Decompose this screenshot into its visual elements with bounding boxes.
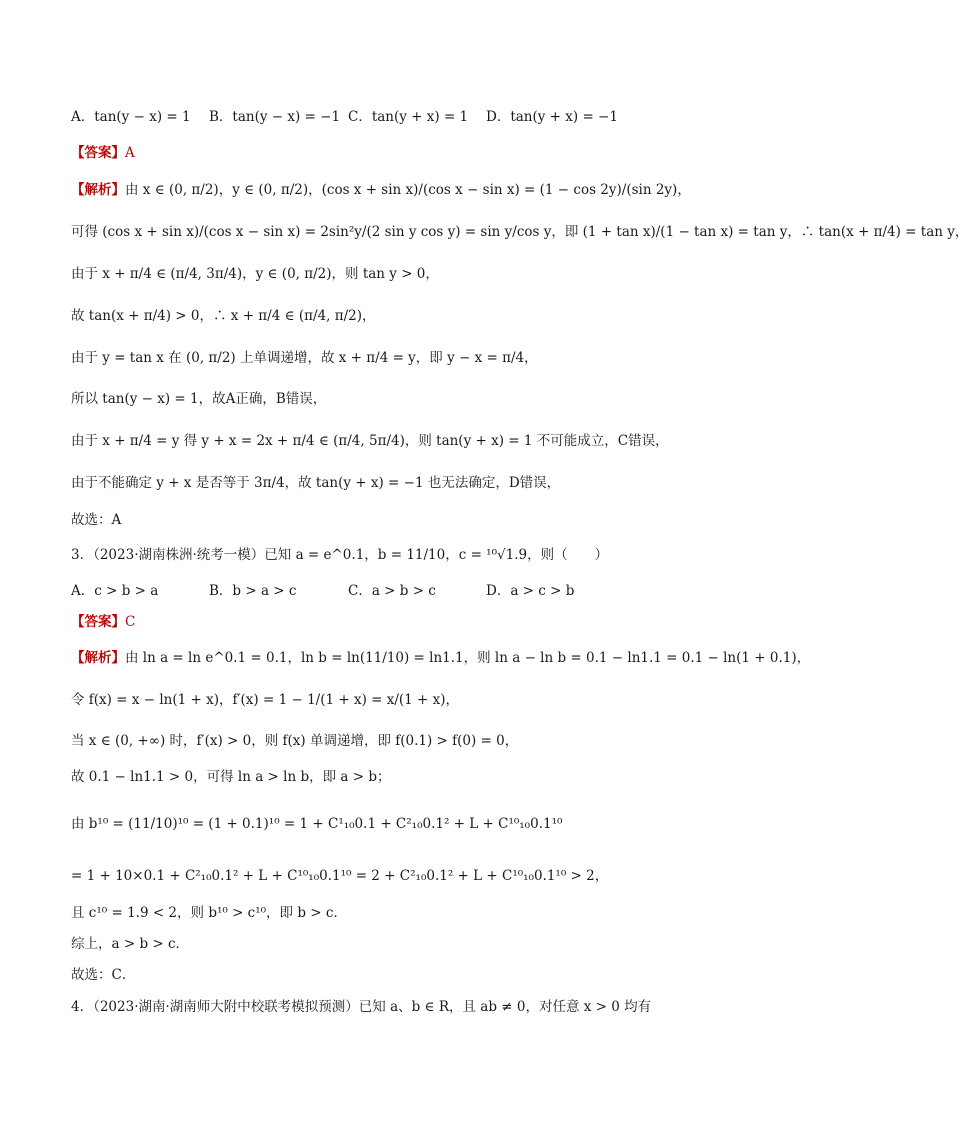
q2-conclusion: 故选：A: [71, 512, 122, 528]
q3-option-d: D．a > c > b: [486, 583, 575, 599]
q3-summary: 综上，a > b > c．: [71, 936, 190, 952]
q3-analysis-line-6: = 1 + 10×0.1 + C²₁₀0.1² + L + C¹⁰₁₀0.1¹⁰ = 2 + C²₁₀0.1² + L + C¹⁰₁₀0.1¹⁰ > 2，: [71, 868, 609, 884]
q2-analysis-line-3: 由于 x + π/4 ∈ (π/4, 3π/4)，y ∈ (0, π/2)，则 tan y > 0，: [71, 266, 439, 282]
q3-stem: 3．（2023·湖南株洲·统考一模）已知 a = e^0.1，b = 11/10，c = ¹⁰√1.9，则（ ）: [71, 547, 609, 563]
answer-label: 【答案】: [71, 614, 125, 630]
q2-analysis-line-8: 由于不能确定 y + x 是否等于 3π/4，故 tan(y + x) = −1 也无法确定，D错误，: [71, 475, 561, 491]
q3-option-b: B．b > a > c: [209, 583, 297, 599]
q3-answer: [71, 612, 135, 632]
q2-option-c: C．tan(y + x) = 1: [348, 109, 469, 125]
q2-analysis-line-4: 故 tan(x + π/4) > 0，∴ x + π/4 ∈ (π/4, π/2)，: [71, 308, 376, 324]
answer-value: C: [125, 614, 136, 630]
q2-analysis-line-7: 由于 x + π/4 = y 得 y + x = 2x + π/4 ∈ (π/4, 5π/4)，则 tan(y + x) = 1 不可能成立，C错误，: [71, 433, 669, 449]
q3-conclusion: 故选：C．: [71, 967, 136, 983]
q2-answer: [71, 143, 135, 163]
analysis-label: 【解析】: [71, 650, 125, 666]
q2-analysis-line-5: 由于 y = tan x 在 (0, π/2) 上单调递增，故 x + π/4 = y，即 y − x = π/4，: [71, 350, 538, 366]
q2-analysis-line-2: 可得 (cos x + sin x)/(cos x − sin x) = 2sin²y/(2 sin y cos y) = sin y/cos y，即 (1 + tan x)/(1 − tan x) = tan y，∴ tan(x + π/4) = tan y，: [71, 224, 968, 240]
q3-option-a: A．c > b > a: [71, 583, 159, 599]
q2-option-b: B．tan(y − x) = −1: [209, 109, 341, 125]
q3-analysis-line-7: 且 c¹⁰ = 1.9 < 2，则 b¹⁰ > c¹⁰，即 b > c．: [71, 905, 347, 921]
q4-stem: 4．（2023·湖南·湖南师大附中校联考模拟预测）已知 a、b ∈ R，且 ab ≠ 0，对任意 x > 0 均有: [71, 999, 652, 1015]
answer-label: 【答案】: [71, 145, 125, 161]
q2-option-a: A．tan(y − x) = 1: [71, 109, 191, 125]
q3-analysis-line-2: 令 f(x) = x − ln(1 + x)，f′(x) = 1 − 1/(1 + x) = x/(1 + x)，: [71, 692, 460, 708]
q3-analysis-line-5: 由 b¹⁰ = (11/10)¹⁰ = (1 + 0.1)¹⁰ = 1 + C¹₁₀0.1 + C²₁₀0.1² + L + C¹⁰₁₀0.1¹⁰: [71, 816, 563, 832]
q3-analysis-line-1: 【解析】由 ln a = ln e^0.1 = 0.1，ln b = ln(11/10) = ln1.1，则 ln a − ln b = 0.1 − ln1.1 = 0.1 − ln(1 + 0.1)，: [71, 650, 811, 666]
q3-analysis-line-4: 故 0.1 − ln1.1 > 0，可得 ln a > ln b，即 a > b；: [71, 769, 391, 785]
q2-option-d: D．tan(y + x) = −1: [486, 109, 618, 125]
q2-analysis-line-6: 所以 tan(y − x) = 1，故A正确，B错误，: [71, 391, 327, 407]
analysis-label: 【解析】: [71, 182, 125, 198]
q3-option-c: C．a > b > c: [348, 583, 436, 599]
answer-value: A: [125, 145, 135, 161]
q2-analysis-line-1: 【解析】由 x ∈ (0, π/2)，y ∈ (0, π/2)，(cos x + sin x)/(cos x − sin x) = (1 − cos 2y)/(sin 2y)，: [71, 182, 691, 198]
q3-analysis-line-3: 当 x ∈ (0, +∞) 时，f′(x) > 0，则 f(x) 单调递增，即 f(0.1) > f(0) = 0，: [71, 733, 519, 749]
